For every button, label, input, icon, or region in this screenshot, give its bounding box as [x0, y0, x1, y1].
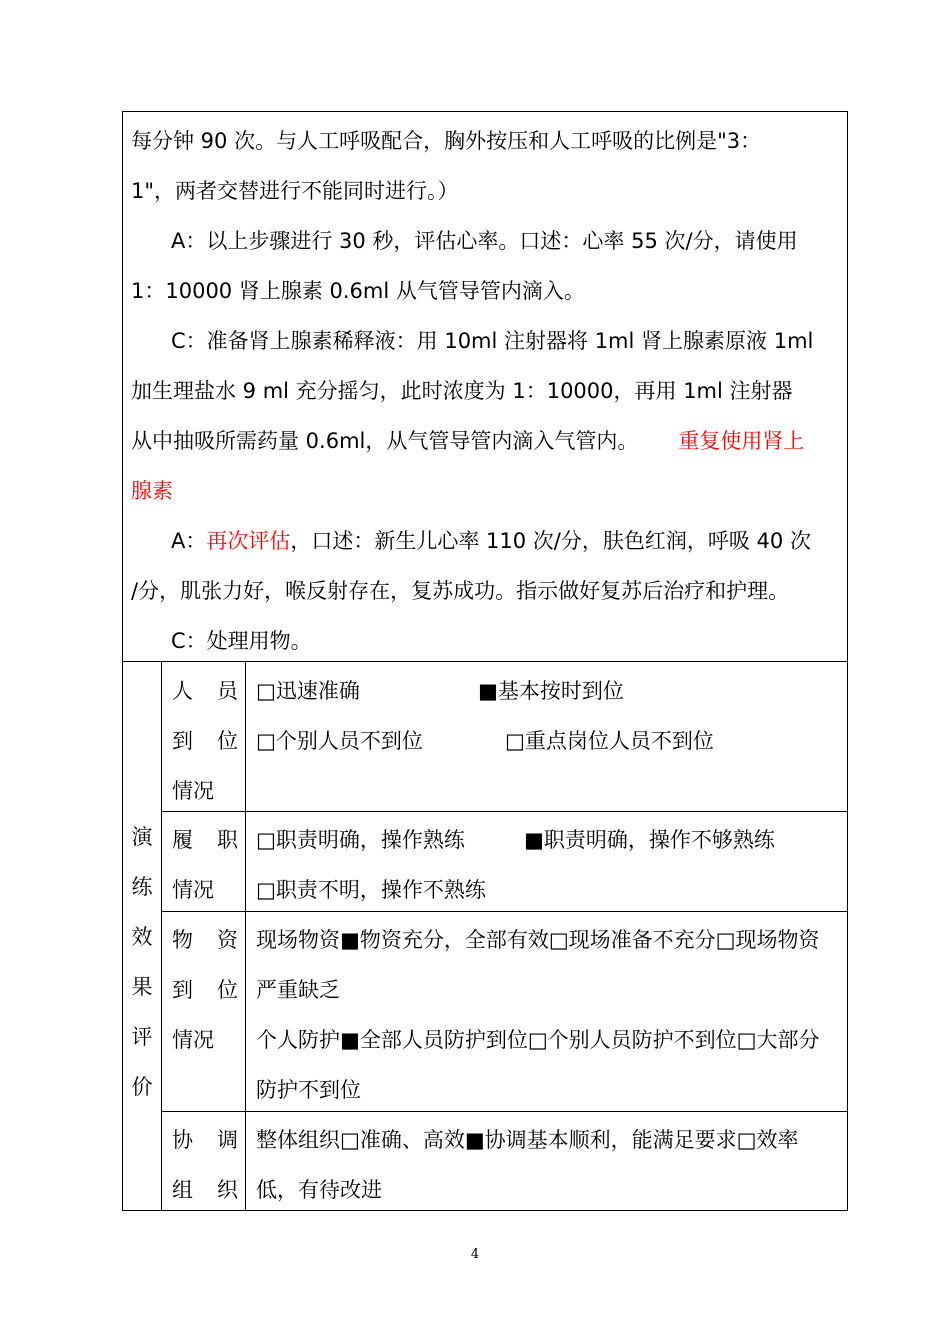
- option-duty-clear-skilled: □职责明确，操作熟练: [256, 828, 465, 852]
- row-label-coordination-line2: 组 织: [172, 1178, 238, 1202]
- repeat-epinephrine-highlight: 重复使用肾上: [678, 429, 805, 453]
- option-duty-clear-less-skilled: ■职责明确，操作不够熟练: [524, 828, 775, 852]
- narrative-line-11: C：处理用物。: [171, 629, 312, 653]
- narrative-line-4: 1：10000 肾上腺素 0.6ml 从气管导管内滴入。: [131, 279, 585, 303]
- option-rapid-accurate: □迅速准确: [256, 679, 360, 703]
- narrative-line-9-prefix: A：: [171, 529, 207, 553]
- row-label-duty-line2: 情况: [172, 878, 214, 902]
- row-label-personnel-line3: 情况: [172, 779, 214, 803]
- option-basically-on-time: ■基本按时到位: [478, 679, 624, 703]
- materials-protection-line2: 防护不到位: [256, 1078, 361, 1102]
- row-label-duty-line1: 履 职: [172, 828, 238, 852]
- narrative-line-3: A：以上步骤进行 30 秒，评估心率。口述：心率 55 次/分，请使用: [171, 229, 798, 253]
- option-duty-unclear: □职责不明，操作不熟练: [256, 878, 486, 902]
- narrative-line-7: [131, 425, 804, 455]
- row-label-personnel-line1: 人 员: [172, 679, 238, 703]
- row-label-personnel-line2: 到 位: [172, 729, 238, 753]
- section-label-char: 演: [131, 825, 153, 849]
- section-label-char: 价: [131, 1075, 153, 1099]
- column-divider-2: [245, 662, 246, 1210]
- section-label-char: 效: [131, 925, 153, 949]
- row-label-coordination-line1: 协 调: [172, 1128, 238, 1152]
- option-some-absent: □个别人员不到位: [256, 729, 423, 753]
- narrative-line-9-text: ，口述：新生儿心率 110 次/分，肤色红润，呼吸 40 次: [290, 529, 811, 553]
- narrative-line-5: C：准备肾上腺素稀释液：用 10ml 注射器将 1ml 肾上腺素原液 1ml: [171, 329, 814, 353]
- section-label-char: 练: [131, 875, 153, 899]
- section-label-char: 评: [131, 1025, 153, 1049]
- section-label-vertical: [127, 812, 157, 1112]
- narrative-line-1: 每分钟 90 次。与人工呼吸配合，胸外按压和人工呼吸的比例是"3：: [131, 129, 762, 153]
- row-divider-1: [161, 811, 847, 812]
- page-number: 4: [470, 1247, 480, 1262]
- re-evaluate-highlight: 再次评估: [206, 529, 291, 553]
- row-divider-2: [161, 911, 847, 912]
- materials-onsite-line2: 严重缺乏: [256, 978, 340, 1002]
- section-label-char: 果: [131, 975, 153, 999]
- narrative-line-2: 1"，两者交替进行不能同时进行。）: [131, 179, 459, 203]
- narrative-line-8-highlight: 腺素: [131, 479, 173, 503]
- procedure-narrative-cell: [123, 112, 847, 662]
- row-label-materials-line2: 到 位: [172, 978, 238, 1002]
- row-divider-3: [161, 1111, 847, 1112]
- option-key-posts-absent: □重点岗位人员不到位: [505, 729, 714, 753]
- narrative-line-6: 加生理盐水 9 ml 充分摇匀，此时浓度为 1：10000，再用 1ml 注射器: [131, 379, 793, 403]
- column-divider-1: [161, 662, 162, 1210]
- row-label-materials-line1: 物 资: [172, 928, 238, 952]
- narrative-line-7-text: 从中抽吸所需药量 0.6ml，从气管导管内滴入气管内。: [131, 429, 639, 453]
- narrative-line-9: [171, 525, 811, 555]
- coordination-line1: 整体组织□准确、高效■协调基本顺利，能满足要求□效率: [256, 1128, 799, 1152]
- materials-onsite-line1: 现场物资■物资充分，全部有效□现场准备不充分□现场物资: [256, 928, 820, 952]
- materials-protection-line1: 个人防护■全部人员防护到位□个别人员防护不到位□大部分: [256, 1028, 820, 1052]
- document-table: [122, 111, 848, 1211]
- row-label-materials-line3: 情况: [172, 1028, 214, 1052]
- narrative-line-10: /分，肌张力好，喉反射存在，复苏成功。指示做好复苏后治疗和护理。: [131, 579, 790, 603]
- coordination-line2: 低，有待改进: [256, 1178, 382, 1202]
